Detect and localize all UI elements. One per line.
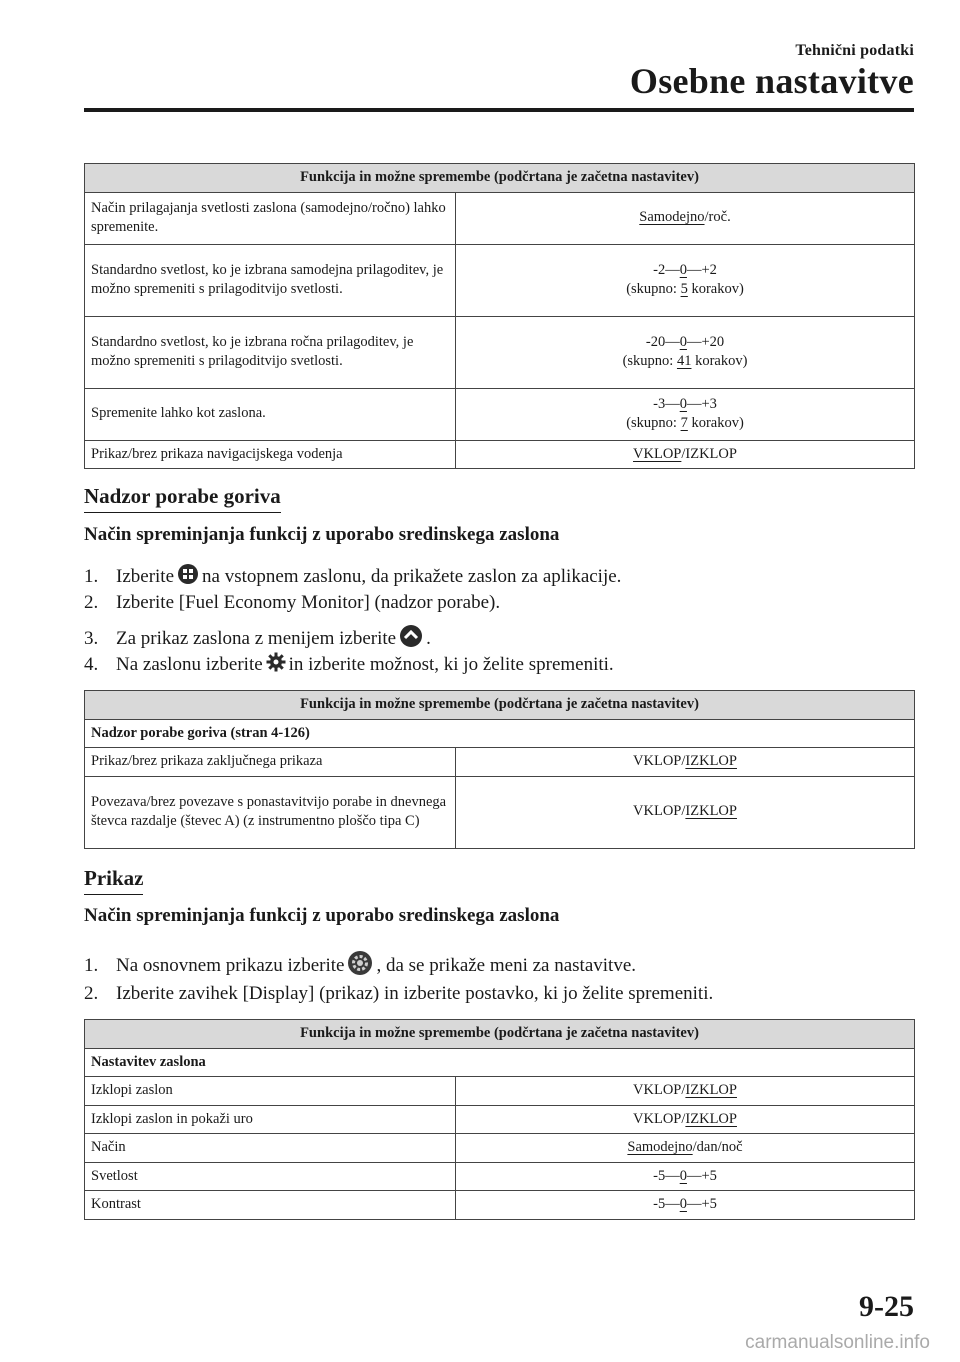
table-subheader: Nadzor porabe goriva (stran 4-126) — [85, 719, 915, 748]
section-title-fuel: Nadzor porabe goriva — [84, 484, 281, 513]
fuel-subtitle: Način spreminjanja funkcij z uporabo sredinskega zaslona — [84, 524, 560, 545]
row-value: Samodejno/dan/noč — [456, 1134, 915, 1163]
fuel-settings-table — [84, 690, 915, 849]
row-label: Povezava/brez povezave s ponastavitvijo porabe in dnevnega števca razdalje (števec A) (z instrumentno ploščo tipa C) — [85, 776, 456, 848]
row-label: Način — [85, 1134, 456, 1163]
row-value: -2—0—+2 (skupno: 5 korakov) — [456, 244, 915, 316]
table-row — [85, 244, 915, 316]
header-rule — [84, 108, 914, 112]
display-subtitle: Način spreminjanja funkcij z uporabo sredinskega zaslona — [84, 905, 560, 926]
table-header: Funkcija in možne spremembe (podčrtana je začetna nastavitev) — [85, 164, 915, 193]
settings-table-1 — [84, 163, 915, 469]
table-row — [85, 388, 915, 440]
display-settings-table — [84, 1019, 915, 1220]
row-value: -5—0—+5 — [456, 1191, 915, 1220]
watermark: carmanualsonline.info — [745, 1332, 930, 1353]
row-value: VKLOP/IZKLOP — [456, 748, 915, 777]
row-value: -3—0—+3 (skupno: 7 korakov) — [456, 388, 915, 440]
row-label: Izklopi zaslon in pokaži uro — [85, 1105, 456, 1134]
display-step-1: 1. Na osnovnem prikazu izberite , da se prikaže meni za nastavitve. — [84, 950, 636, 982]
row-label: Standardno svetlost, ko je izbrana samodejna prilagoditev, je možno spremeniti s prilagoditvijo svetlosti. — [85, 244, 456, 316]
table-row — [85, 1134, 915, 1163]
page-number: 9-25 — [859, 1290, 914, 1323]
page-title: Osebne nastavitve — [629, 61, 914, 101]
display-step-2: 2. Izberite zavihek [Display] (prikaz) in izberite postavko, ki jo želite spremeniti. — [84, 983, 714, 1004]
row-label: Prikaz/brez prikaza navigacijskega vodenja — [85, 440, 456, 469]
row-value: VKLOP/IZKLOP — [456, 776, 915, 848]
row-value: VKLOP/IZKLOP — [456, 1077, 915, 1106]
gear-icon — [266, 652, 286, 678]
table-row — [85, 1077, 915, 1106]
row-label: Svetlost — [85, 1162, 456, 1191]
row-label: Spremenite lahko kot zaslona. — [85, 388, 456, 440]
row-label: Način prilagajanja svetlosti zaslona (samodejno/ročno) lahko spremenite. — [85, 192, 456, 244]
table-row — [85, 1191, 915, 1220]
table-row — [85, 1162, 915, 1191]
fuel-step-2: 2. Izberite [Fuel Economy Monitor] (nadzor porabe). — [84, 592, 501, 613]
row-value: -20—0—+20 (skupno: 41 korakov) — [456, 316, 915, 388]
row-label: Prikaz/brez prikaza zaključnega prikaza — [85, 748, 456, 777]
table-row — [85, 316, 915, 388]
table-header: Funkcija in možne spremembe (podčrtana je začetna nastavitev) — [85, 1020, 915, 1049]
row-value: Samodejno/roč. — [456, 192, 915, 244]
fuel-step-1: 1. Izberite na vstopnem zaslonu, da prikažete zaslon za aplikacije. — [84, 563, 621, 591]
table-header: Funkcija in možne spremembe (podčrtana je začetna nastavitev) — [85, 691, 915, 720]
row-label: Izklopi zaslon — [85, 1077, 456, 1106]
table-row — [85, 776, 915, 848]
row-value: -5—0—+5 — [456, 1162, 915, 1191]
table-row — [85, 748, 915, 777]
row-value: VKLOP/IZKLOP — [456, 440, 915, 469]
row-value: VKLOP/IZKLOP — [456, 1105, 915, 1134]
table-subheader: Nastavitev zaslona — [85, 1048, 915, 1077]
section-label: Tehnični podatki — [795, 42, 914, 59]
fuel-step-4: 4. Na zaslonu izberite in izberite možnost, ki jo želite spremeniti. — [84, 652, 614, 678]
row-label: Standardno svetlost, ko je izbrana ročna prilagoditev, je možno spremeniti s prilagoditvijo svetlosti. — [85, 316, 456, 388]
fuel-step-3: 3. Za prikaz zaslona z menijem izberite . — [84, 624, 431, 654]
table-row — [85, 440, 915, 469]
table-row — [85, 1105, 915, 1134]
apps-icon — [177, 563, 199, 591]
table-row — [85, 192, 915, 244]
row-label: Kontrast — [85, 1191, 456, 1220]
section-title-display: Prikaz — [84, 866, 143, 895]
menu-chevron-icon — [399, 624, 423, 654]
settings-icon — [347, 950, 373, 982]
